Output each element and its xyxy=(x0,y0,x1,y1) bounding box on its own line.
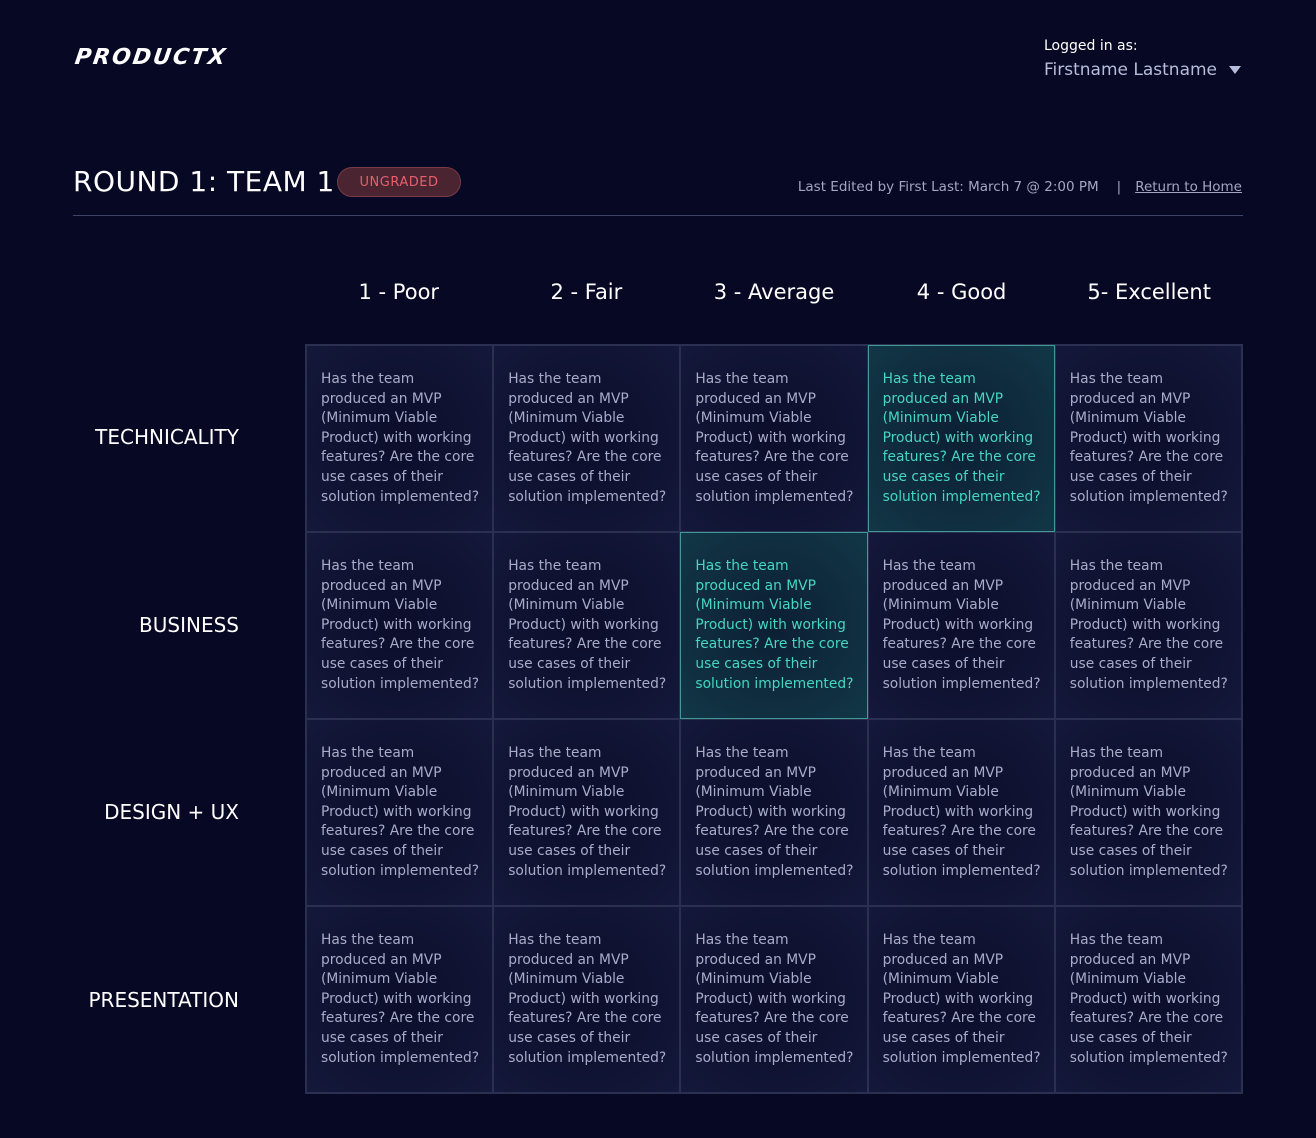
productx-logo[interactable]: PRODUCTX xyxy=(73,45,229,70)
row-label-business: BUSINESS xyxy=(139,613,239,637)
rubric-cell-selected[interactable]: Has the team produced an MVP (Minimum Viable Product) with working features? Are the core use cases of their solution implemented? xyxy=(680,532,867,719)
column-header-fair: 2 - Fair xyxy=(550,280,623,304)
rubric-cell[interactable]: Has the team produced an MVP (Minimum Viable Product) with working features? Are the core use cases of their solution implemented? xyxy=(493,345,680,532)
rubric-cell[interactable]: Has the team produced an MVP (Minimum Viable Product) with working features? Are the core use cases of their solution implemented? xyxy=(493,719,680,906)
logged-in-label: Logged in as: xyxy=(1044,38,1138,54)
rubric-cell[interactable]: Has the team produced an MVP (Minimum Viable Product) with working features? Are the core use cases of their solution implemented? xyxy=(1055,532,1242,719)
rubric-cell[interactable]: Has the team produced an MVP (Minimum Viable Product) with working features? Are the core use cases of their solution implemented? xyxy=(306,345,493,532)
return-home-link[interactable]: Return to Home xyxy=(1135,179,1242,195)
rubric-cell[interactable]: Has the team produced an MVP (Minimum Viable Product) with working features? Are the core use cases of their solution implemented? xyxy=(868,532,1055,719)
status-badge: UNGRADED xyxy=(337,167,461,197)
rubric-cell[interactable]: Has the team produced an MVP (Minimum Viable Product) with working features? Are the core use cases of their solution implemented? xyxy=(680,719,867,906)
rubric-cell[interactable]: Has the team produced an MVP (Minimum Viable Product) with working features? Are the core use cases of their solution implemented? xyxy=(306,719,493,906)
user-menu[interactable] xyxy=(1044,60,1241,80)
edit-info xyxy=(798,179,1242,195)
separator: | xyxy=(1116,179,1122,195)
rubric-cell[interactable]: Has the team produced an MVP (Minimum Viable Product) with working features? Are the core use cases of their solution implemented? xyxy=(1055,906,1242,1093)
rubric-cell[interactable]: Has the team produced an MVP (Minimum Viable Product) with working features? Are the core use cases of their solution implemented? xyxy=(680,345,867,532)
rubric-cell[interactable]: Has the team produced an MVP (Minimum Viable Product) with working features? Are the core use cases of their solution implemented? xyxy=(1055,345,1242,532)
row-label-technicality: TECHNICALITY xyxy=(95,425,239,449)
rubric-cell[interactable]: Has the team produced an MVP (Minimum Viable Product) with working features? Are the core use cases of their solution implemented? xyxy=(493,906,680,1093)
rubric-cell[interactable]: Has the team produced an MVP (Minimum Viable Product) with working features? Are the core use cases of their solution implemented? xyxy=(306,906,493,1093)
user-name[interactable]: Firstname Lastname xyxy=(1044,60,1218,80)
divider xyxy=(73,215,1243,216)
rubric-cell[interactable]: Has the team produced an MVP (Minimum Viable Product) with working features? Are the core use cases of their solution implemented? xyxy=(680,906,867,1093)
page-title: ROUND 1: TEAM 1 xyxy=(73,165,335,198)
column-header-excellent: 5- Excellent xyxy=(1087,280,1211,304)
rubric-cell[interactable]: Has the team produced an MVP (Minimum Viable Product) with working features? Are the core use cases of their solution implemented? xyxy=(868,906,1055,1093)
rubric-cell[interactable]: Has the team produced an MVP (Minimum Viable Product) with working features? Are the core use cases of their solution implemented? xyxy=(1055,719,1242,906)
rubric-grid xyxy=(305,344,1243,1094)
column-header-average: 3 - Average xyxy=(713,280,835,304)
column-header-poor: 1 - Poor xyxy=(358,280,440,304)
row-label-presentation: PRESENTATION xyxy=(88,988,239,1012)
rubric-cell[interactable]: Has the team produced an MVP (Minimum Viable Product) with working features? Are the core use cases of their solution implemented? xyxy=(306,532,493,719)
row-label-design-ux: DESIGN + UX xyxy=(104,800,239,824)
rubric-cell[interactable]: Has the team produced an MVP (Minimum Viable Product) with working features? Are the core use cases of their solution implemented? xyxy=(868,719,1055,906)
caret-down-icon[interactable] xyxy=(1229,66,1241,74)
rubric-cell[interactable]: Has the team produced an MVP (Minimum Viable Product) with working features? Are the core use cases of their solution implemented? xyxy=(493,532,680,719)
column-header-good: 4 - Good xyxy=(916,280,1007,304)
rubric-column-headers xyxy=(305,280,1243,304)
rubric-cell-selected[interactable]: Has the team produced an MVP (Minimum Viable Product) with working features? Are the core use cases of their solution implemented? xyxy=(868,345,1055,532)
last-edited-text: Last Edited by First Last: March 7 @ 2:00 PM xyxy=(797,179,1099,195)
